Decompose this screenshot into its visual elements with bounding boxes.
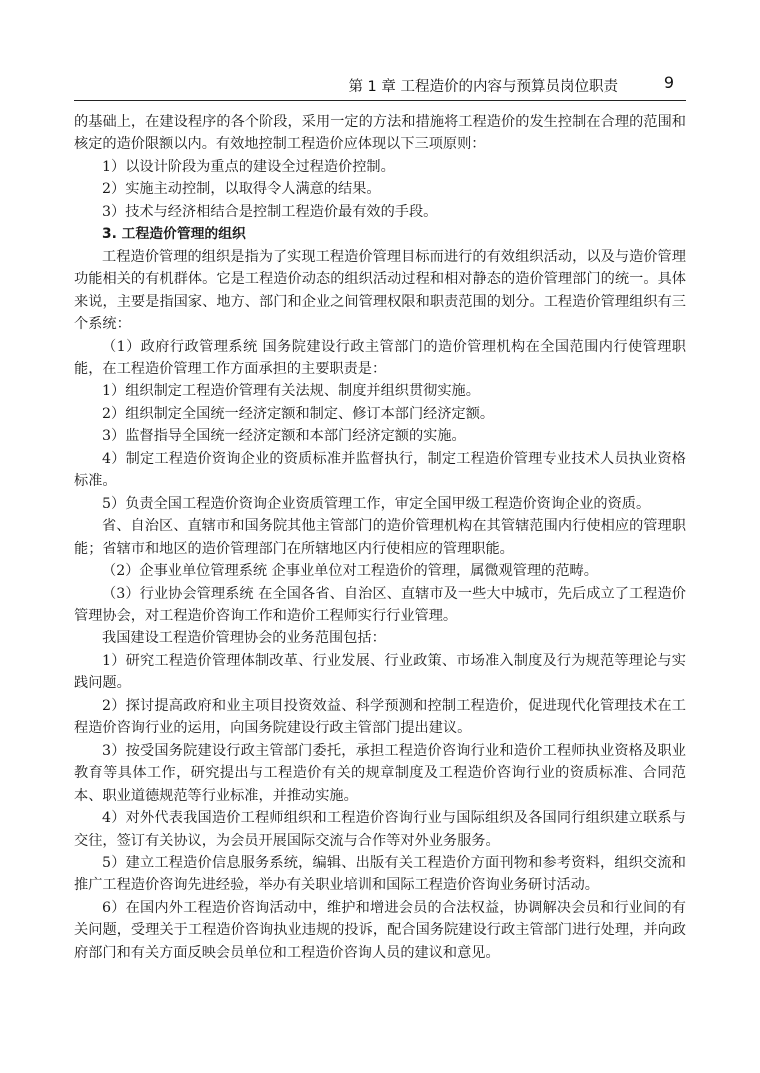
list-item: 3）按受国务院建设行政主管部门委托，承担工程造价咨询行业和造价工程师执业资格及职业教育等具体工作，研究提出与工程造价有关的规章制度及工程造价咨询行业的资质标准、合同范本、职业道德规范等行业标准，并推动实施。 [74,742,686,804]
list-item: 1）组织制定工程造价管理有关法规、制度并组织贯彻实施。 [102,383,480,400]
list-item: 1）研究工程造价管理体制改革、行业发展、行业政策、市场准入制度及行为规范等理论与实践问题。 [74,652,686,692]
list-item: 5）建立工程造价信息服务系统，编辑、出版有关工程造价方面刊物和参考资料，组织交流和推广工程造价咨询先进经验，举办有关职业培训和国际工程造价咨询业务研讨活动。 [74,854,686,894]
list-item: 6）在国内外工程造价咨询活动中，维护和增进会员的合法权益，协调解决会员和行业间的有关问题，受理关于工程造价咨询执业违规的投诉，配合国务院建设行政主管部门进行处理，并向政府部门和有关方面反映会员单位和工程造价咨询人员的建议和意见。 [74,899,686,961]
list-item: 2）组织制定全国统一经济定额和制定、修订本部门经济定额。 [102,405,495,422]
running-header [74,72,686,101]
list-item: 1）以设计阶段为重点的建设全过程造价控制。 [102,158,395,175]
chapter-title: 第 1 章 工程造价的内容与预算员岗位职责 [348,79,618,95]
list-item: 2）实施主动控制，以取得令人满意的结果。 [102,181,381,198]
list-item: 2）探讨提高政府和业主项目投资效益、科学预测和控制工程造价，促进现代化管理技术在工程造价咨询行业的运用，向国务院建设行政主管部门提出建议。 [74,697,686,737]
list-item: 5）负责全国工程造价资询企业资质管理工作，审定全国甲级工程造价资询企业的资质。 [102,495,651,512]
list-item: 3）监督指导全国统一经济定额和本部门经济定额的实施。 [102,428,466,445]
page-number: 9 [663,73,674,92]
paragraph: 工程造价管理的组织是指为了实现工程造价管理目标而进行的有效组织活动，以及与造价管理功能相关的有机群体。它是工程造价动态的组织活动过程和相对静态的造价管理部门的统一。具体来说，主要是指国家、地方、部门和企业之间管理权限和职责范围的划分。工程造价管理组织有三个系统： [74,248,686,333]
paragraph: 省、自治区、直辖市和国务院其他主管部门的造价管理机构在其管辖范围内行使相应的管理职能；省辖市和地区的造价管理部门在所辖地区内行使相应的管理职能。 [74,518,686,557]
list-item: 3）技术与经济相结合是控制工程造价最有效的手段。 [102,203,438,220]
paragraph: 的基础上，在建设程序的各个阶段，采用一定的方法和措施将工程造价的发生控制在合理的范围和核定的造价限额以内。有效地控制工程造价应体现以下三项原则： [74,114,686,153]
list-item: 4）对外代表我国造价工程师组织和工程造价咨询行业与国际组织及各国同行组织建立联系与交往，签订有关协议，为会员开展国际交流与合作等对外业务服务。 [74,810,686,849]
paragraph: （2）企事业单位管理系统 企事业单位对工程造价的管理，属微观管理的范畴。 [102,563,598,580]
paragraph: （1）政府行政管理系统 国务院建设行政主管部门的造价管理机构在全国范围内行使管理职能，在工程造价管理工作方面承担的主要职责是： [74,338,686,377]
body-text [74,111,686,964]
list-item: 4）制定工程造价资询企业的资质标准并监督执行，制定工程造价管理专业技术人员执业资格标准。 [74,450,686,490]
section-heading: 3. 工程造价管理的组织 [102,226,246,243]
paragraph: （3）行业协会管理系统 在全国各省、自治区、直辖市及一些大中城市，先后成立了工程造价管理协会，对工程造价咨询工作和造价工程师实行行业管理。 [74,585,686,624]
paragraph: 我国建设工程造价管理协会的业务范围包括： [102,630,386,647]
